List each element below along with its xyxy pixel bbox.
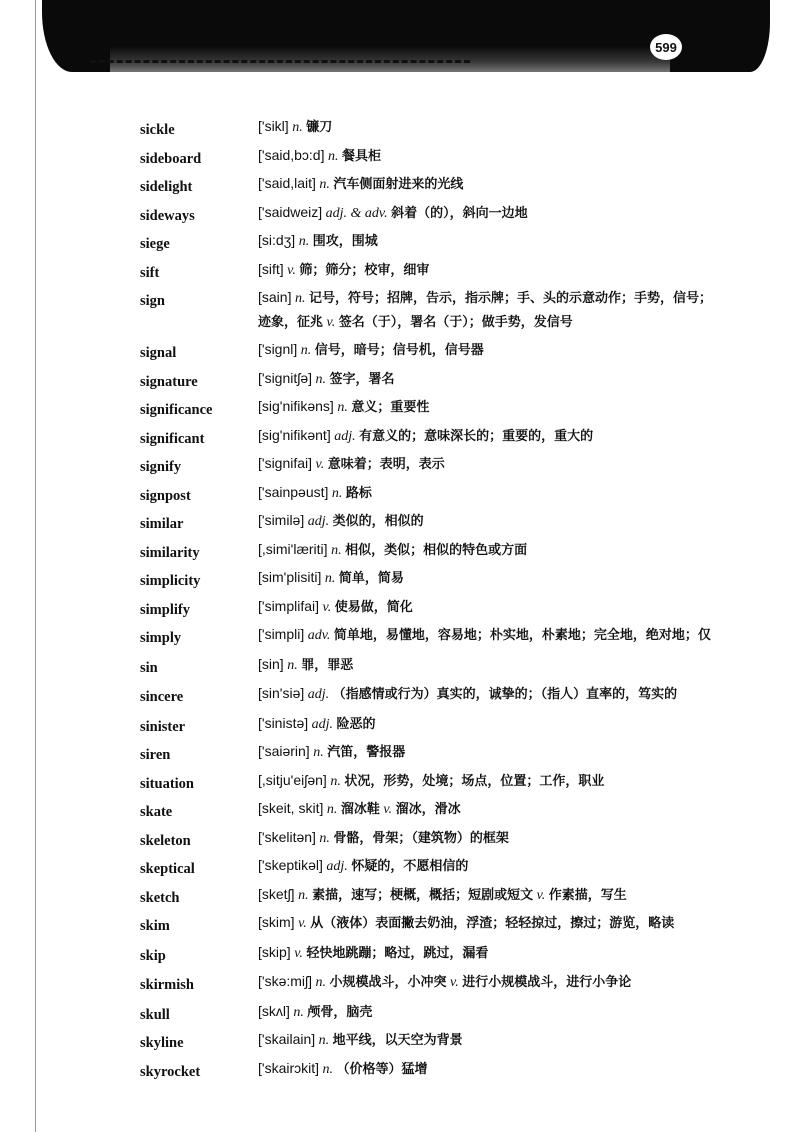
definition <box>258 114 716 142</box>
definition <box>258 910 716 938</box>
definition <box>258 825 716 853</box>
dictionary-entry <box>140 711 740 739</box>
headword: signal <box>140 345 177 361</box>
part-of-speech: v. <box>315 457 325 472</box>
headword: skyline <box>140 1035 184 1051</box>
part-of-speech: v. <box>322 599 332 615</box>
dictionary-entries <box>140 114 740 1084</box>
part-of-speech: n. <box>315 371 327 387</box>
dictionary-entry <box>140 768 740 796</box>
dictionary-entry <box>140 882 740 910</box>
phonetic: ['signifai] <box>258 455 313 471</box>
part-of-speech: n. <box>337 400 348 415</box>
part-of-speech: v. <box>298 916 307 931</box>
dictionary-entry <box>140 739 740 767</box>
meaning: 签字，署名 <box>329 371 395 387</box>
definition <box>258 171 716 199</box>
dictionary-entry <box>140 114 740 142</box>
definition <box>258 999 716 1027</box>
meaning: 怀疑的，不愿相信的 <box>351 859 469 874</box>
part-of-speech: adj. <box>334 428 356 444</box>
meaning: 相似，类似；相似的特色或方面 <box>345 542 528 558</box>
phonetic: ['saiərin] <box>258 743 310 759</box>
part-of-speech: n. <box>318 1033 330 1048</box>
part-of-speech: n. <box>294 291 306 306</box>
part-of-speech: adv. <box>307 628 331 643</box>
headword: sincere <box>140 688 184 705</box>
phonetic: [sig'nifikəns] <box>258 398 334 414</box>
meaning: 进行小规模战斗，进行小争论 <box>462 974 632 990</box>
headword: sift <box>140 264 160 281</box>
meaning: 轻快地跳蹦；略过，跳过，漏看 <box>306 946 489 961</box>
part-of-speech: n. <box>300 343 312 358</box>
part-of-speech: n. <box>331 542 342 558</box>
headword: sidelight <box>140 179 193 195</box>
part-of-speech: n. <box>322 1061 334 1077</box>
headword: skyrocket <box>140 1063 201 1080</box>
dictionary-entry <box>140 285 740 335</box>
meaning: 筛；筛分；校审，细审 <box>299 262 430 278</box>
meaning: 类似的，相似的 <box>332 514 424 529</box>
headword: siren <box>140 747 171 763</box>
part-of-speech: n. <box>319 830 330 846</box>
definition <box>258 143 716 171</box>
definition <box>258 394 716 422</box>
meaning: 路标 <box>345 485 372 501</box>
definition <box>258 565 716 593</box>
headword: simplicity <box>140 573 201 589</box>
phonetic: ['said,bɔ:d] <box>258 146 325 163</box>
definition <box>258 451 716 479</box>
dictionary-entry <box>140 565 740 593</box>
dictionary-entry <box>140 228 740 256</box>
dictionary-entry <box>140 796 740 824</box>
phonetic: ['signitʃə] <box>258 369 313 386</box>
definition <box>258 711 716 739</box>
headword: signature <box>140 373 198 390</box>
headword: signify <box>140 459 182 475</box>
headword: sideboard <box>140 150 202 167</box>
part-of-speech: n. <box>324 571 336 586</box>
dictionary-entry <box>140 451 740 479</box>
definition <box>258 652 716 680</box>
meaning: （价格等）猛增 <box>336 1061 428 1077</box>
headword: signpost <box>140 487 191 504</box>
definition <box>258 228 716 256</box>
part-of-speech: n. <box>298 234 310 249</box>
definition <box>258 200 716 228</box>
definition <box>258 882 716 910</box>
definition <box>258 739 716 767</box>
dictionary-entry <box>140 508 740 536</box>
meaning: 状况，形势，处境；场点，位置；工作，职业 <box>344 773 605 789</box>
meaning: 意味着；表明，表示 <box>327 457 445 472</box>
headword: skirmish <box>140 976 194 993</box>
dictionary-entry <box>140 171 740 199</box>
definition <box>258 796 716 824</box>
part-of-speech: v. <box>536 887 546 903</box>
meaning: 地平线，以天空为背景 <box>332 1033 463 1048</box>
headword: skip <box>140 948 166 964</box>
meaning: 骨骼，骨架；（建筑物）的框架 <box>333 830 509 846</box>
headword: sketch <box>140 889 180 906</box>
definition <box>258 594 716 622</box>
phonetic: ['said,lait] <box>258 175 316 191</box>
headword: similar <box>140 516 184 532</box>
headword: similarity <box>140 544 200 561</box>
phonetic: [skip] <box>258 944 291 960</box>
dictionary-entry <box>140 622 740 650</box>
part-of-speech: adj. & adv. <box>325 205 388 221</box>
phonetic: [sift] <box>258 260 284 277</box>
headword: sickle <box>140 122 175 138</box>
phonetic: [,sitju'eiʃən] <box>258 771 327 788</box>
part-of-speech: n. <box>313 745 324 760</box>
headword: sinister <box>140 718 186 735</box>
meaning: 餐具柜 <box>342 148 382 164</box>
meaning: 险恶的 <box>336 716 376 732</box>
meaning: 作素描，写生 <box>548 887 627 903</box>
dictionary-entry <box>140 1056 740 1084</box>
phonetic: ['skailain] <box>258 1031 316 1047</box>
meaning: 信号，暗号；信号机，信号器 <box>314 343 484 358</box>
dictionary-entry <box>140 537 740 565</box>
meaning: 从（液体）表面撇去奶油，浮渣；轻轻掠过，擦过；游览，略读 <box>310 916 675 931</box>
definition <box>258 681 716 709</box>
phonetic: ['skeptikəl] <box>258 857 323 873</box>
definition <box>258 508 716 536</box>
definition <box>258 622 716 650</box>
meaning: 小规模战斗，小冲突 <box>329 974 447 990</box>
headword: simply <box>140 630 182 646</box>
part-of-speech: v. <box>450 974 459 990</box>
headword: significance <box>140 402 213 418</box>
part-of-speech: adj. <box>326 859 348 874</box>
part-of-speech: v. <box>326 315 336 330</box>
dictionary-entry <box>140 337 740 365</box>
headword: skate <box>140 804 173 820</box>
dictionary-entry <box>140 257 740 285</box>
phonetic: [sim'plisiti] <box>258 569 322 585</box>
headword: sign <box>140 293 165 309</box>
phonetic: ['sikl] <box>258 118 289 134</box>
header-banner-fade <box>110 46 670 72</box>
phonetic: ['skairɔkit] <box>258 1059 320 1076</box>
definition <box>258 768 716 796</box>
definition <box>258 969 716 997</box>
dictionary-entry <box>140 940 740 968</box>
headword: significant <box>140 430 205 447</box>
dictionary-entry <box>140 594 740 622</box>
phonetic: ['simplifai] <box>258 597 320 614</box>
definition <box>258 537 716 565</box>
dictionary-entry <box>140 910 740 938</box>
dictionary-entry <box>140 1027 740 1055</box>
part-of-speech: adj. <box>307 686 330 702</box>
meaning: 使易做，简化 <box>334 599 413 615</box>
header-dashed-line <box>90 60 470 63</box>
part-of-speech: adj. <box>307 514 330 529</box>
phonetic: [skim] <box>258 914 295 930</box>
meaning: 意义；重要性 <box>351 400 430 415</box>
headword: skeleton <box>140 832 191 849</box>
phonetic: [si:dʒ] <box>258 232 296 248</box>
phonetic: [sain] <box>258 289 292 305</box>
part-of-speech: v. <box>383 802 393 817</box>
meaning: 罪，罪恶 <box>301 658 354 673</box>
phonetic: ['sainpəust] <box>258 483 329 500</box>
headword: skeptical <box>140 861 195 877</box>
meaning: 汽车侧面射进来的光线 <box>333 177 464 192</box>
phonetic: [sketʃ] <box>258 885 295 902</box>
definition <box>258 940 716 968</box>
meaning: 汽笛，警报器 <box>327 745 406 760</box>
part-of-speech: n. <box>319 177 330 192</box>
dictionary-entry <box>140 825 740 853</box>
definition <box>258 853 716 881</box>
part-of-speech: adj. <box>311 716 334 732</box>
meaning: 溜冰，滑冰 <box>395 802 461 817</box>
meaning: 镰刀 <box>306 120 333 135</box>
meaning: 有意义的；意味深长的；重要的，重大的 <box>359 428 594 444</box>
definition <box>258 480 716 508</box>
part-of-speech: v. <box>294 946 303 961</box>
phonetic: [sin'siə] <box>258 684 305 701</box>
definition <box>258 257 716 285</box>
headword: situation <box>140 775 194 792</box>
dictionary-entry <box>140 652 740 680</box>
meaning: 溜冰鞋 <box>340 802 380 817</box>
headword: skim <box>140 918 170 934</box>
phonetic: ['skelitən] <box>258 828 316 845</box>
phonetic: [skeit, skit] <box>258 800 324 816</box>
phonetic: ['signl] <box>258 341 298 357</box>
meaning: 简单地，易懂地，容易地；朴实地，朴素地；完全地，绝对地；仅 <box>333 628 711 643</box>
meaning: 签名（于），署名（于）；做手势，发信号 <box>338 315 573 330</box>
phonetic: [sig'nifikənt] <box>258 426 331 443</box>
phonetic: [sin] <box>258 656 284 672</box>
page-number: 599 <box>650 34 682 60</box>
meaning: 斜着（的），斜向一边地 <box>391 205 528 221</box>
page-edge-line <box>35 0 36 1132</box>
dictionary-entry <box>140 143 740 171</box>
phonetic: ['sinistə] <box>258 714 309 731</box>
headword: sideways <box>140 207 195 224</box>
definition <box>258 337 716 365</box>
dictionary-entry <box>140 200 740 228</box>
dictionary-entry <box>140 394 740 422</box>
meaning: 围攻，围城 <box>312 234 378 249</box>
phonetic: ['similə] <box>258 512 305 528</box>
phonetic: ['simpli] <box>258 626 305 642</box>
part-of-speech: n. <box>292 120 303 135</box>
phonetic: ['skə:miʃ] <box>258 972 313 989</box>
part-of-speech: n. <box>293 1004 304 1020</box>
dictionary-entry <box>140 681 740 709</box>
part-of-speech: n. <box>330 773 341 789</box>
dictionary-entry <box>140 480 740 508</box>
phonetic: [skʌl] <box>258 1002 290 1019</box>
part-of-speech: v. <box>287 262 296 278</box>
dictionary-entry <box>140 969 740 997</box>
dictionary-entry <box>140 999 740 1027</box>
headword: simplify <box>140 601 190 618</box>
part-of-speech: n. <box>315 974 327 990</box>
part-of-speech: n. <box>328 148 339 164</box>
definition <box>258 1027 716 1055</box>
meaning: （指感情或行为）真实的，诚挚的；（指人）直率的，笃实的 <box>332 686 678 702</box>
headword: sin <box>140 660 158 676</box>
part-of-speech: n. <box>331 485 343 501</box>
dictionary-entry <box>140 853 740 881</box>
dictionary-entry <box>140 423 740 451</box>
definition <box>258 1056 716 1084</box>
definition <box>258 285 716 335</box>
meaning: 简单，简易 <box>338 571 404 586</box>
phonetic: [,simi'læriti] <box>258 540 328 557</box>
meaning: 素描，速写；梗概，概括；短剧或短文 <box>312 887 534 903</box>
dictionary-entry <box>140 366 740 394</box>
meaning: 记号，符号；招牌，告示，指示牌；手、头的示意动作；手势，信号；迹象，征兆 <box>258 291 712 330</box>
part-of-speech: n. <box>326 802 338 817</box>
meaning: 颅骨，脑壳 <box>307 1004 373 1020</box>
part-of-speech: n. <box>287 658 298 673</box>
definition <box>258 423 716 451</box>
definition <box>258 366 716 394</box>
phonetic: ['saidweiz] <box>258 203 323 220</box>
part-of-speech: n. <box>298 887 309 903</box>
headword: skull <box>140 1006 170 1023</box>
headword: siege <box>140 236 170 252</box>
